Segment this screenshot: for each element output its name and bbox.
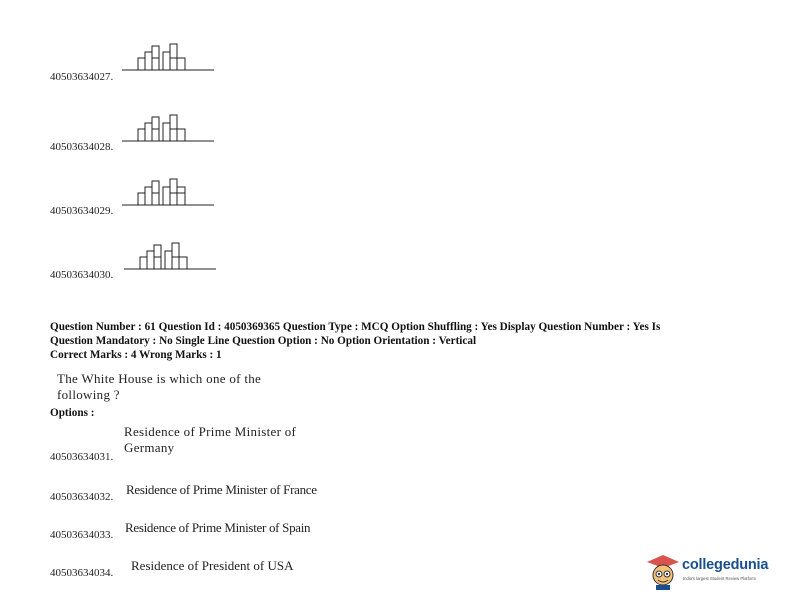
cube-figure-option-2 (122, 108, 214, 144)
question-text (57, 371, 261, 403)
option-id: 40503634032. (50, 491, 114, 503)
question-text-line-1: The White House is which one of the (57, 371, 262, 386)
question-meta-line-2: Question Mandatory : No Single Line Question Option : No Option Orientation : Vertical (50, 335, 477, 347)
option-id: 40503634028. (50, 141, 114, 153)
question-marks: Correct Marks : 4 Wrong Marks : 1 (50, 349, 222, 361)
option-id: 40503634033. (50, 529, 114, 541)
collegedunia-logo (646, 551, 776, 591)
option-text: Residence of Prime Minister of France (126, 482, 317, 497)
brand-name: collegedunia (682, 557, 769, 573)
options-label: Options : (50, 407, 95, 419)
option-text (124, 424, 296, 456)
question-text-line-2: following ? (57, 387, 120, 402)
option-text-line-2: Germany (124, 440, 175, 455)
cube-figure-option-1 (122, 36, 214, 72)
option-id: 40503634029. (50, 205, 114, 217)
option-id: 40503634034. (50, 567, 114, 579)
option-text: Residence of Prime Minister of Spain (125, 520, 311, 535)
question-meta-line-1: Question Number : 61 Question Id : 4050369365 Question Type : MCQ Option Shuffling : Yes Display Question Number : Yes Is (50, 321, 661, 333)
cube-figure-option-4 (124, 236, 216, 272)
brand-tagline: India's largest Student Review Platform (683, 576, 756, 581)
question-meta (50, 320, 750, 362)
option-text-line-1: Residence of Prime Minister of (124, 424, 297, 439)
option-id: 40503634027. (50, 71, 114, 83)
option-id: 40503634030. (50, 269, 114, 281)
option-text: Residence of President of USA (131, 558, 294, 573)
mascot-icon (646, 552, 680, 590)
cube-figure-option-3 (122, 172, 214, 208)
option-id: 40503634031. (50, 451, 114, 463)
